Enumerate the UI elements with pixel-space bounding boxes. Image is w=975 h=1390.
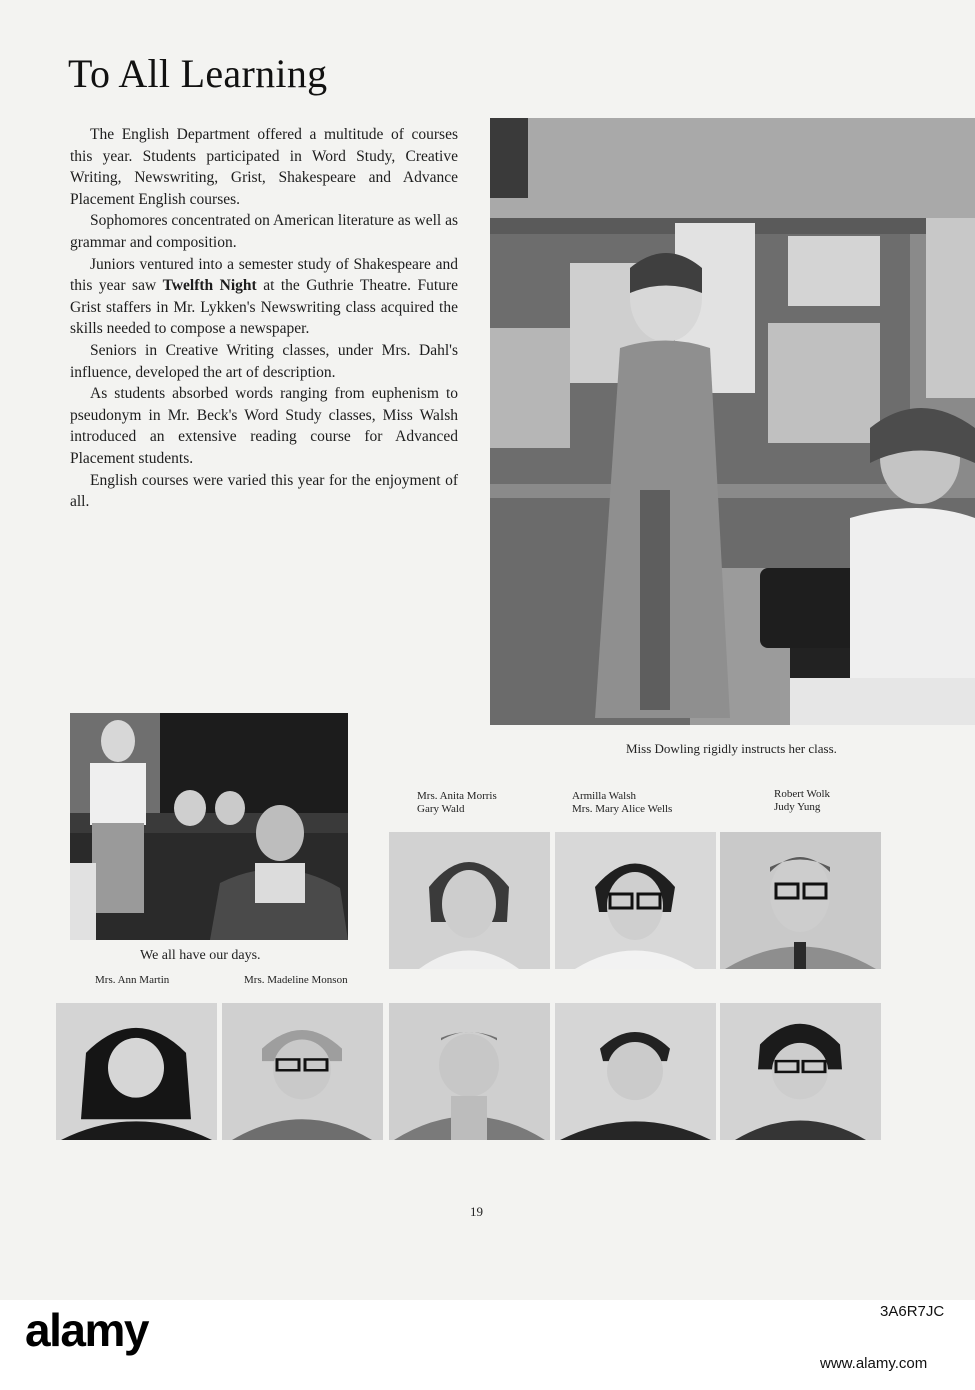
faculty-label-group	[774, 788, 830, 814]
paragraph-3-end: at the Guthrie Theatre. Future Grist staffers in Mr. Lykken's Newswriting class acquired the skills needed to compose a newspaper.	[70, 277, 459, 338]
paragraph-3	[70, 254, 458, 340]
paragraph-2: Sophomores concentrated on American literature as well as grammar and composition.	[70, 212, 458, 251]
faculty-portrait	[720, 832, 881, 969]
site-url[interactable]: www.alamy.com	[820, 1355, 928, 1372]
faculty-portrait	[555, 832, 716, 969]
faculty-portrait	[56, 1003, 217, 1140]
paragraph-4: Seniors in Creative Writing classes, under Mrs. Dahl's influence, developed the art of description.	[70, 341, 458, 381]
study-hall-photo	[70, 713, 348, 940]
faculty-portrait	[555, 1003, 716, 1140]
faculty-portrait	[389, 832, 550, 969]
faculty-name: Judy Yung	[774, 801, 821, 813]
image-id: 3A6R7JC	[880, 1303, 945, 1320]
faculty-portrait	[720, 1003, 881, 1140]
faculty-label-group	[417, 790, 497, 816]
faculty-portrait	[389, 1003, 550, 1140]
paragraph-3-start: Juniors ventured into a semester study of Shakespeare and this year saw	[70, 255, 458, 295]
paragraph-6: English courses were varied this year for the enjoyment of all.	[70, 471, 458, 511]
faculty-name: Armilla Walsh	[572, 790, 636, 802]
paragraph-1: The English Department offered a multitude of courses this year. Students participated in Word Study, Creative Writing, Newswriting, Grist, Shakespeare and Advance Placement English courses.	[70, 126, 458, 208]
faculty-name: Mrs. Mary Alice Wells	[572, 803, 673, 815]
faculty-name: Robert Wolk	[774, 788, 831, 800]
faculty-label-group	[572, 790, 672, 816]
page-number: 19	[470, 1204, 483, 1219]
play-title: Twelfth Night	[162, 277, 257, 295]
alamy-logo: alamy	[25, 1304, 148, 1356]
paragraph-5: As students absorbed words ranging from euphenism to pseudonym in Mr. Beck's Word Study classes, Miss Walsh introduced an extensive reading course for Advanced Placement students.	[70, 385, 458, 467]
faculty-name: Gary Wald	[417, 803, 465, 815]
study-hall-caption: We all have our days.	[140, 948, 261, 963]
faculty-name: Mrs. Madeline Monson	[244, 974, 348, 986]
classroom-photo	[490, 118, 975, 725]
article-body	[70, 124, 458, 513]
page-title: To All Learning	[68, 51, 328, 96]
faculty-name: Mrs. Anita Morris	[417, 790, 497, 802]
faculty-portrait	[222, 1003, 383, 1140]
faculty-name: Mrs. Ann Martin	[95, 974, 170, 986]
classroom-photo-caption: Miss Dowling rigidly instructs her class.	[626, 741, 837, 756]
